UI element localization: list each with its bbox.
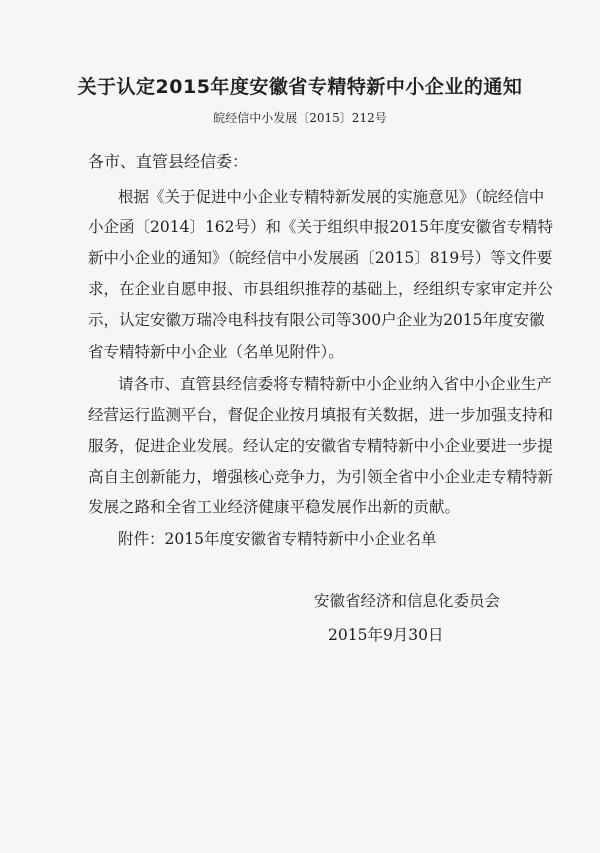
paragraph-2-line: 高自主创新能力，增强核心竞争力，为引领全省中小企业走专精特新: [88, 468, 554, 486]
paragraph-1-line: 省专精特新中小企业（名单见附件）。: [88, 343, 344, 361]
issuer-name: 安徽省经济和信息化委员会: [314, 592, 501, 610]
document-title: 关于认定2015年度安徽省专精特新中小企业的通知: [77, 76, 523, 98]
paragraph-1-line: 新中小企业的通知》（皖经信中小发展函〔2015〕819号）等文件要: [88, 249, 553, 267]
paragraph-2-line: 请各市、直管县经信委将专精特新中小企业纳入省中小企业生产: [118, 375, 553, 393]
paragraph-1-line: 求，在企业自愿申报、市县组织推荐的基础上，经组织专家审定并公: [88, 280, 554, 298]
addressee: 各市、直管县经信委：: [88, 152, 249, 171]
issue-date: 2015年9月30日: [328, 626, 444, 644]
paragraph-1-line: 根据《关于促进中小企业专精特新发展的实施意见》（皖经信中: [118, 188, 545, 206]
paragraph-2-line: 服务，促进企业发展。经认定的安徽省专精特新中小企业要进一步提: [88, 437, 554, 455]
paragraph-2-line: 经营运行监测平台，督促企业按月填报有关数据，进一步加强支持和: [88, 406, 554, 424]
paragraph-1-line: 示，认定安徽万瑞冷电科技有限公司等300户企业为2015年度安徽: [88, 311, 545, 329]
document-number: 皖经信中小发展〔2015〕212号: [213, 111, 387, 125]
paragraph-2-line: 发展之路和全省工业经济健康平稳发展作出新的贡献。: [88, 498, 461, 516]
attachment-note: 附件：2015年度安徽省专精特新中小企业名单: [118, 530, 437, 548]
paragraph-1-line: 小企函〔2014〕162号）和《关于组织申报2015年度安徽省专精特: [88, 218, 553, 236]
